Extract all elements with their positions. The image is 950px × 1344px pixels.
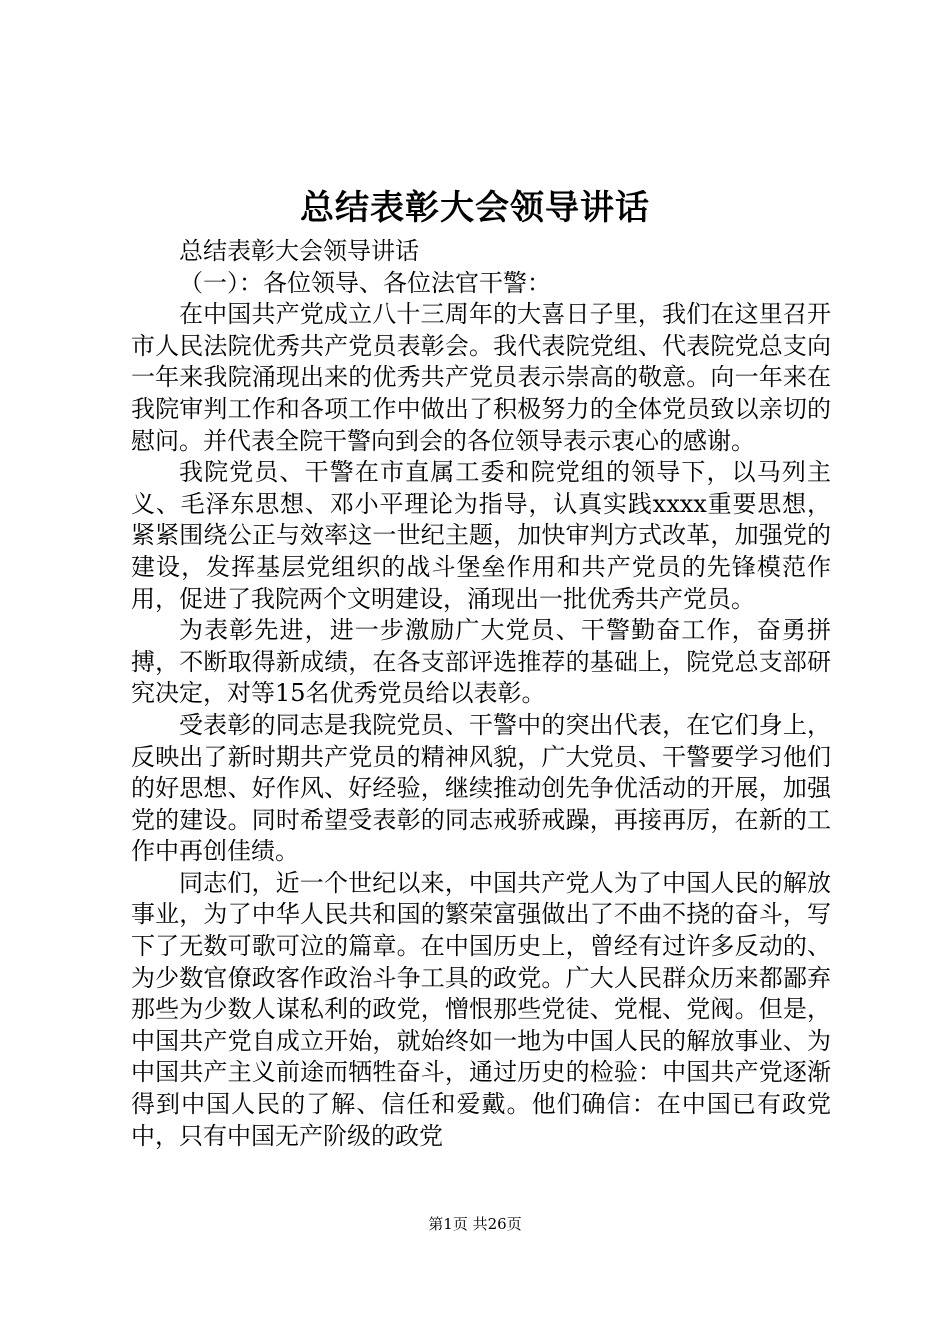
paragraph-commendation: 为表彰先进，进一步激励广大党员、干警勤奋工作，奋勇拼搏，不断取得新成绩，在各支部评选推荐的基础上，院党总支部研究决定，对等15名优秀党员给以表彰。 [131,616,831,708]
paragraph-history: 同志们，近一个世纪以来，中国共产党人为了中国人民的解放事业，为了中华人民共和国的繁荣富强做出了不曲不挠的奋斗，写下了无数可歌可泣的篇章。在中国历史上，曾经有过许多反动的、为少数官僚政客作政治斗争工具的政党。广大人民群众历来都鄙弃那些为少数人谋私利的政党，憎恨那些党徒、党棍、党阀。但是，中国共产党自成立开始，就始终如一地为中国人民的解放事业、为中国共产主义前途而牺牲奋斗，通过历史的检验：中国共产党逐渐得到中国人民的了解、信任和爱戴。他们确信：在中国已有政党中，只有中国无产阶级的政党 [131,868,831,1150]
paragraph-opening: 在中国共产党成立八十三周年的大喜日子里，我们在这里召开市人民法院优秀共产党员表彰会。我代表院党组、代表院党总支向一年来我院涌现出来的优秀共产党员表示崇高的敬意。向一年来在我院审判工作和各项工作中做出了积极努力的全体党员致以亲切的慰问。并代表全院干警向到会的各位领导表示衷心的感谢。 [131,300,831,455]
paragraph-subtitle: 总结表彰大会领导讲话 [179,237,419,265]
paragraph-honorees: 受表彰的同志是我院党员、干警中的突出代表，在它们身上，反映出了新时期共产党员的精神风貌，广大党员、干警要学习他们的好思想、好作风、好经验，继续推动创先争优活动的开展，加强党的建设。同时希望受表彰的同志戒骄戒躁，再接再厉，在新的工作中再创佳绩。 [131,710,831,866]
document-body [131,236,831,1152]
page-number-footer: 第1页 共26页 [428,1215,522,1233]
paragraph-salutation: （一）：各位领导、各位法官干警： [179,268,551,297]
paragraph-achievements: 我院党员、干警在市直属工委和院党组的领导下，以马列主义、毛泽东思想、邓小平理论为指导，认真实践xxxx重要思想，紧紧围绕公正与效率这一世纪主题，加快审判方式改革，加强党的建设，发挥基层党组织的战斗堡垒作用和共产党员的先锋模范作用，促进了我院两个文明建设，涌现出一批优秀共产党员。 [131,458,831,613]
document-title: 总结表彰大会领导讲话 [300,188,650,228]
